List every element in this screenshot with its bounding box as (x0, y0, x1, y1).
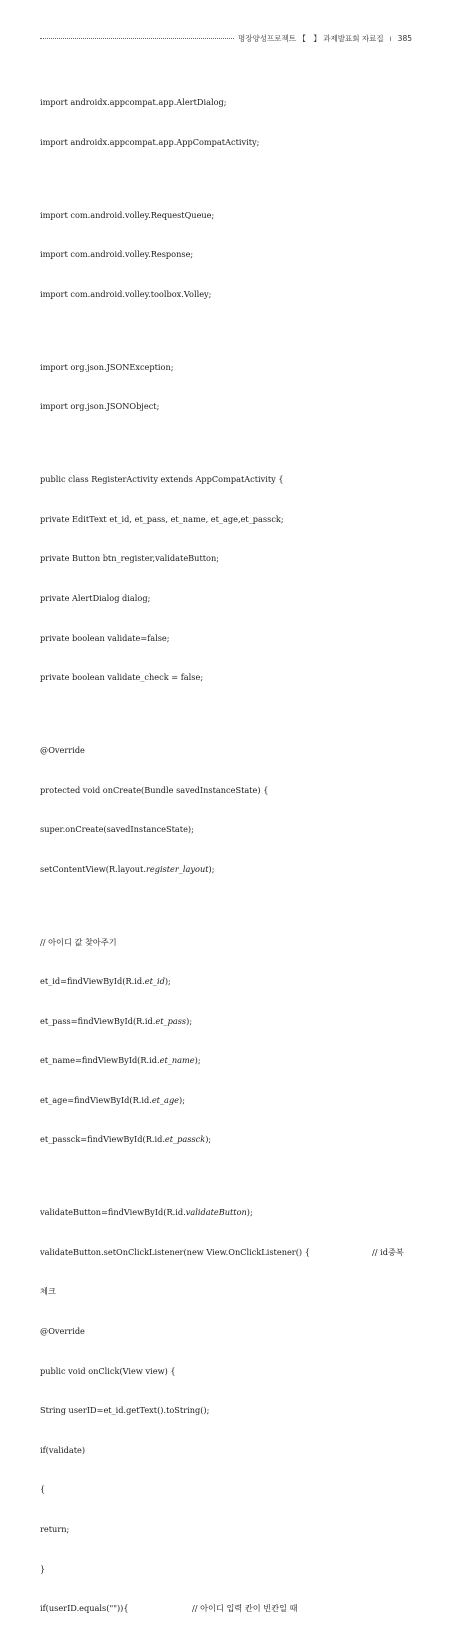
code-text: et_passck=findViewById(R.id. (40, 1134, 165, 1145)
code-line (40, 1206, 420, 1219)
code-identifier: et_passck (164, 1134, 206, 1145)
code-line: if(validate) (40, 1444, 86, 1455)
code-line: import androidx.appcompat.app.AlertDialog; (40, 97, 227, 108)
code-line: public class RegisterActivity extends AppCompatActivity { (40, 474, 284, 485)
code-comment: 체크 (40, 1286, 56, 1297)
code-line: private boolean validate_check = false; (40, 672, 204, 683)
code-text: ); (205, 1134, 212, 1145)
code-line: import org.json.JSONObject; (40, 401, 160, 412)
code-text: if(userID.equals("")){ (40, 1603, 129, 1614)
page-number: 385 (397, 33, 412, 43)
code-line: import com.android.volley.Response; (40, 249, 194, 260)
code-line (40, 1054, 420, 1067)
code-line: @Override (40, 744, 85, 755)
code-text: et_name=findViewById(R.id. (40, 1055, 160, 1066)
code-text: setContentView(R.layout. (40, 863, 146, 874)
code-text: ); (246, 1207, 253, 1218)
code-line: private boolean validate=false; (40, 632, 170, 643)
code-identifier: et_id (144, 976, 165, 987)
code-identifier: et_age (151, 1094, 180, 1105)
code-text: et_pass=findViewById(R.id. (40, 1015, 156, 1026)
page-header (40, 30, 412, 46)
code-line: @Override (40, 1326, 85, 1337)
code-line: public void onClick(View view) { (40, 1365, 176, 1376)
code-line (40, 975, 420, 988)
code-comment: // 아이디 값 찾아주기 (40, 936, 117, 947)
code-line: protected void onCreate(Bundle savedInstanceState) { (40, 784, 269, 795)
code-line (40, 1602, 420, 1615)
code-line: super.onCreate(savedInstanceState); (40, 824, 194, 835)
header-separator: ı (389, 33, 392, 43)
code-text: validateButton.setOnClickListener(new View.OnClickListener() { (40, 1246, 310, 1257)
header-dotted-rule (40, 38, 234, 39)
code-text: et_age=findViewById(R.id. (40, 1094, 152, 1105)
code-line: import androidx.appcompat.app.AppCompatActivity; (40, 137, 260, 147)
code-line (40, 1133, 420, 1146)
code-line: private Button btn_register,validateButton; (40, 553, 219, 564)
code-line: import com.android.volley.toolbox.Volley; (40, 288, 212, 299)
code-line: import org.json.JSONException; (40, 361, 174, 372)
code-line (40, 1246, 420, 1259)
code-line: import com.android.volley.RequestQueue; (40, 209, 215, 220)
code-line: private AlertDialog dialog; (40, 592, 151, 603)
code-listing (40, 70, 420, 1629)
code-identifier: register_layout (145, 863, 209, 874)
code-line (40, 1015, 420, 1028)
code-line (40, 863, 420, 876)
code-text: ); (164, 976, 171, 987)
code-identifier: et_pass (155, 1015, 187, 1026)
code-line: return; (40, 1524, 70, 1535)
code-identifier: et_name (159, 1055, 195, 1066)
code-comment: // 아이디 입력 칸이 빈칸일 때 (192, 1603, 298, 1614)
code-text: ); (179, 1094, 185, 1105)
code-line: private EditText et_id, et_pass, et_name, et_age,et_passck; (40, 513, 284, 524)
code-line (40, 1094, 420, 1107)
code-text: ); (194, 1055, 201, 1066)
code-identifier: validateButton (185, 1207, 247, 1218)
code-line: String userID=et_id.getText().toString(); (40, 1405, 210, 1416)
header-title: 명장양성프로젝트 【 】 과제발표회 자료집 (238, 33, 384, 43)
code-text: validateButton=findViewById(R.id. (40, 1207, 186, 1218)
code-text: et_id=findViewById(R.id. (40, 976, 145, 987)
code-text: ); (208, 863, 215, 874)
code-text: ); (186, 1015, 193, 1026)
code-line: { (40, 1484, 46, 1495)
code-line: } (40, 1563, 46, 1574)
code-comment: // id중복 (372, 1246, 404, 1257)
